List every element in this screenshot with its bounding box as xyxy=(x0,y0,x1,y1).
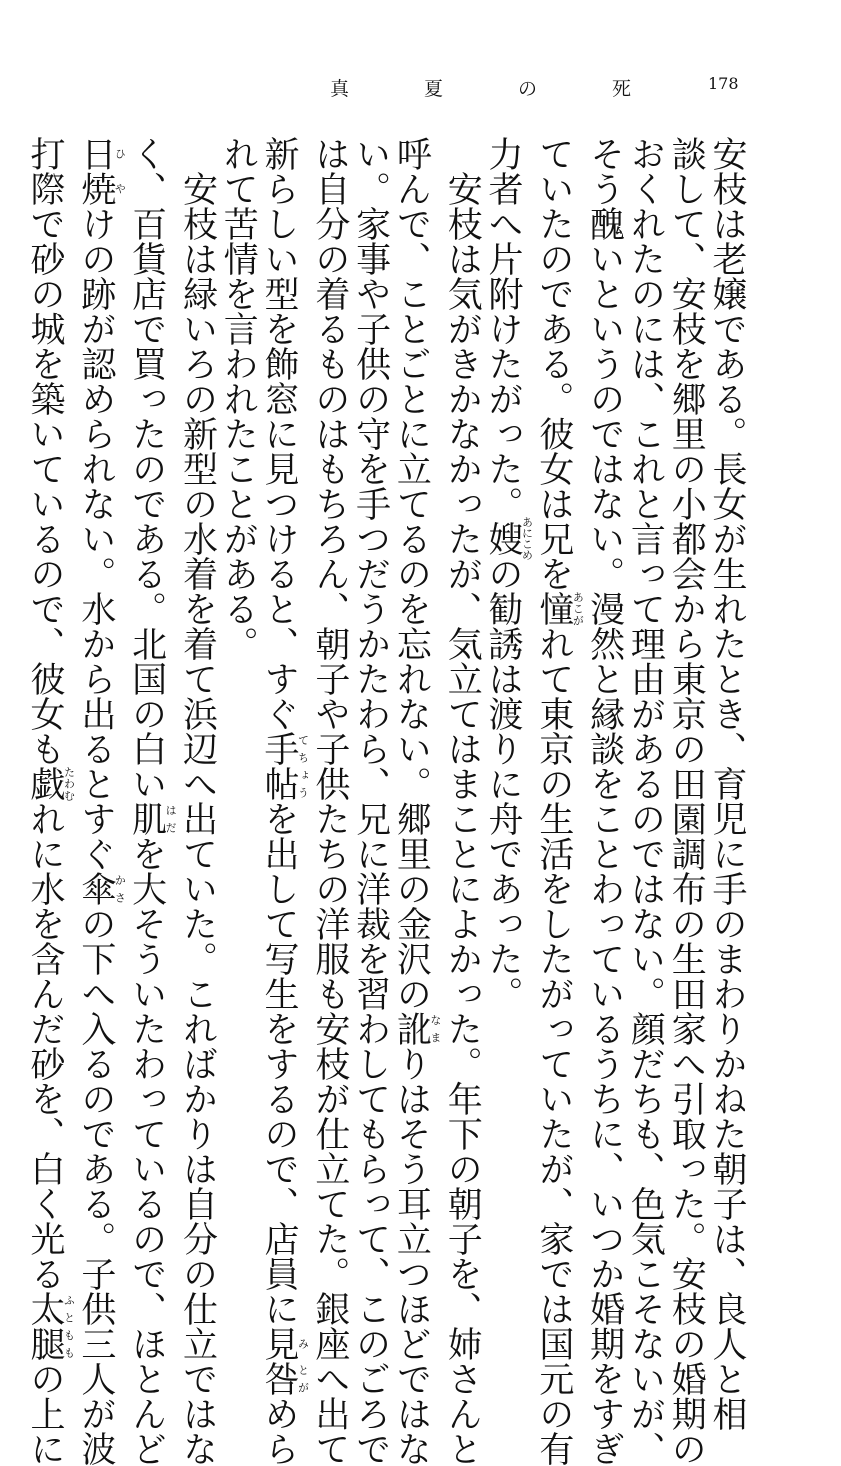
ruby-mi: み xyxy=(296,1326,310,1361)
text-column: 日ひ焼やけの跡が認められない。水から出るとすぐ傘かさの下へ入るのである。子供三人が波 xyxy=(75,136,127,1466)
ruby-hada: はだ xyxy=(164,801,178,836)
text-column: ていたのである。彼女は兄を憧あこがれて東京の生活をしたがっていたが、家では国元の有 xyxy=(533,136,585,1466)
text-column: く、百貨店で買ったのである。北国の白い肌はだを大そういたわっているので、ほとんど xyxy=(126,136,178,1466)
ruby-futomomo: ふともも xyxy=(62,1291,76,1361)
text-column: そう醜いというのではない。漫然と縁談をことわっているうちに、いつか婚期をすぎ xyxy=(584,136,625,1466)
ruby-hi: ひ xyxy=(113,136,127,171)
ruby-toga: とが xyxy=(296,1361,310,1396)
ruby-akogare: あこが xyxy=(571,591,585,626)
text-column: おくれたのには、これと言って理由があるのではない。顔だちも、色気こそないが、 xyxy=(625,136,666,1466)
text-column: 力者へ片附けたがった。嫂あにこめの勧誘は渡りに舟であった。 xyxy=(483,136,534,1011)
ruby-tawamu: たわむ xyxy=(62,766,76,801)
page-number: 178 xyxy=(708,74,739,93)
text-column: 安枝は老嬢である。長女が生れたとき、育児に手のまわりかねた朝子は、良人と相 xyxy=(707,136,747,1431)
ruby-anikome: あにこめ xyxy=(520,516,534,561)
text-column: 新らしい型を飾窓に見つけると、すぐ手帖てちょうを出して写生をするので、店員に見み咎とがめら xyxy=(259,136,310,1466)
text-column: 打際で砂の城を築いているので、彼女も戯たわむれに水を含んだ砂を、白く光る太腿ふとももの上に xyxy=(25,136,76,1466)
text-column: れて苦情を言われたことがある。 xyxy=(218,136,259,661)
text-column: 談して、安枝を郷里の小都会から東京の田園調布の生田家へ引取った。安枝の婚期の xyxy=(666,136,707,1466)
ruby-techo: てちょう xyxy=(296,731,310,801)
ruby-ya: や xyxy=(113,171,127,206)
ruby-namari: なま xyxy=(428,1011,442,1046)
vertical-body-text xyxy=(25,136,747,1466)
text-column: い。家事や子供の守を手つだうかたわら、兄に洋裁を習わしてもらって、このごろで xyxy=(350,136,391,1466)
text-column: は自分の着るものはもちろん、朝子や子供たちの洋服も安枝が仕立てた。銀座へ出て xyxy=(309,136,350,1466)
text-column: 安枝は気がきかなかったが、気立てはまことによかった。年下の朝子を、姉さんと xyxy=(442,171,483,1466)
text-column: 安枝は緑いろの新型の水着を着て浜辺へ出ていた。こればかりは自分の仕立ではな xyxy=(177,171,218,1466)
ruby-kasa: かさ xyxy=(113,871,127,906)
text-column: 呼んで、ことごとに立てるのを忘れない。郷里の金沢の訛なまりはそう耳立つほどではな xyxy=(391,136,442,1466)
running-header-title: 真 夏 の 死 xyxy=(330,78,660,100)
